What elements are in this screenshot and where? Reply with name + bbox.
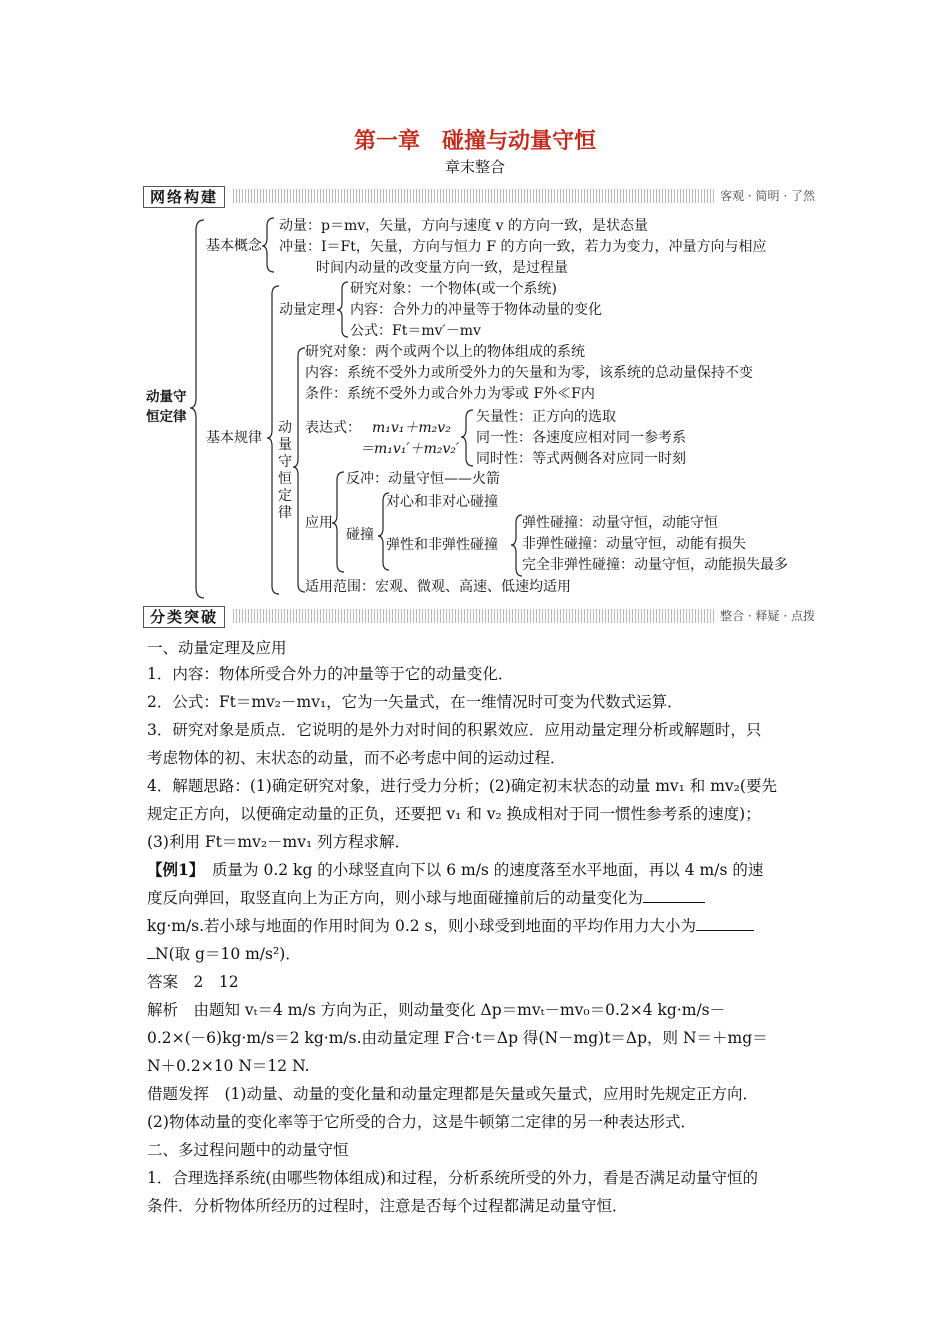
para-system-1: 1．合理选择系统(由哪些物体组成)和过程，分析系统所受的外力，看是否满足动量守恒的 [147, 1169, 758, 1187]
elastic-label: 弹性和非弹性碰撞 [386, 537, 498, 553]
scope-line: 适用范围：宏观、微观、高速、低速均适用 [305, 579, 571, 595]
example-tag: 【例1】 [147, 860, 197, 879]
para-steps-3: (3)利用 Ft＝mv₂－mv₁ 列方程求解． [147, 833, 411, 851]
collision-label: 碰撞 [346, 527, 374, 543]
expression-lhs: m₁v₁＋m₂v₂ [372, 420, 451, 436]
section-bar-breakthrough [143, 606, 815, 628]
concept-line-1: 动量：p＝mv，矢量，方向与速度 v 的方向一致，是状态量 [279, 218, 648, 234]
section-tagline: 整合 · 释疑 · 点拨 [714, 607, 815, 624]
concept-line-3: 时间内动量的改变量方向一致，是过程量 [316, 260, 568, 276]
para-steps-2: 规定正方向，以便确定动量的正负，还要把 v₁ 和 v₂ 换成相对于同一惯性参考系的速度)； [147, 805, 761, 823]
example-line-1 [147, 860, 763, 880]
example-line-4 [147, 944, 301, 964]
law-label: 基本规律 [206, 430, 262, 446]
brace-expression [461, 410, 473, 466]
root-label: 动量守恒定律 [146, 389, 187, 425]
heading-momentum-theorem: 一、动量定理及应用 [147, 639, 287, 657]
solution-line-3: N＋0.2×10 N＝12 N. [147, 1057, 310, 1075]
concept-label: 基本概念 [206, 238, 262, 254]
property-vector: 矢量性：正方向的选取 [476, 409, 616, 425]
theorem-label: 动量定理 [279, 302, 335, 318]
expression-rhs: ＝m₁v₁′＋m₂v₂′ [360, 441, 460, 457]
section-tagline: 客观 · 简明 · 了然 [714, 187, 815, 204]
theorem-line-2: 内容：合外力的冲量等于物体动量的变化 [350, 302, 602, 318]
para-system-2: 条件．分析物体所经历的过程时，注意是否每个过程都满足动量守恒． [147, 1197, 628, 1215]
concept-line-2: 冲量：I＝Ft，矢量，方向与恒力 F 的方向一致，若力为变力，冲量方向与相应 [279, 239, 767, 255]
page-title: 第一章 碰撞与动量守恒 [353, 129, 596, 154]
expression-label: 表达式： [305, 420, 361, 436]
heading-multi-process: 二、多过程问题中的动量守恒 [147, 1141, 349, 1159]
conservation-line-3: 条件：系统不受外力或合外力为零或 F外≪F内 [305, 386, 595, 402]
solution-line-1: 解析 由题知 vₜ＝4 m/s 方向为正，则动量变化 Δp＝mvₜ－mv₀＝0.2×4 kg·m/s－ [147, 1001, 726, 1019]
conservation-line-2: 内容：系统不受外力或所受外力的矢量和为零，该系统的总动量保持不变 [305, 365, 753, 381]
para-content: 1．内容：物体所受合外力的冲量等于它的动量变化． [147, 665, 514, 683]
perfectly-inelastic-collision: 完全非弹性碰撞：动量守恒，动能损失最多 [522, 557, 788, 573]
solution-line-2: 0.2×(－6)kg·m/s＝2 kg·m/s.由动量定理 F合·t＝Δp 得(N－mg)t＝Δp，则 N＝＋mg＝ [147, 1029, 768, 1047]
brace-elastic [511, 515, 522, 576]
para-steps-1: 4．解题思路：(1)确定研究对象，进行受力分析；(2)确定初末状态的动量 mv₁ 和 mv₂(要先 [147, 777, 777, 795]
property-simultaneity: 同时性：等式两侧各对应同一时刻 [476, 451, 686, 467]
elastic-collision: 弹性碰撞：动量守恒，动能守恒 [522, 515, 718, 531]
inelastic-collision: 非弹性碰撞：动量守恒，动能有损失 [522, 536, 746, 552]
application-label: 应用 [305, 515, 333, 531]
example-line-3 [147, 916, 754, 936]
page-subtitle: 章末整合 [444, 158, 505, 176]
theorem-line-1: 研究对象：一个物体(或一个系统) [350, 281, 557, 297]
brace-application [332, 472, 344, 572]
example-text-4: N(取 g＝10 m/s²)． [155, 945, 301, 963]
example-text-3: kg·m/s.若小球与地面的作用时间为 0.2 s，则小球受到地面的平均作用力大小为 [147, 917, 697, 935]
example-line-2 [147, 888, 705, 908]
tip-line-1: 借题发挥 (1)动量、动量的变化量和动量定理都是矢量或矢量式，应用时先规定正方向． [147, 1085, 758, 1103]
conservation-line-1: 研究对象：两个或两个以上的物体组成的系统 [305, 344, 585, 360]
brace-theorem [337, 282, 348, 337]
brace-concept [262, 218, 274, 272]
para-object-2: 考虑物体的初、末状态的动量，而不必考虑中间的运动过程． [147, 749, 566, 767]
section-label: 网络构建 [143, 186, 225, 208]
example-text-2: 度反向弹回，取竖直向上为正方向，则小球与地面碰撞前后的动量变化为 [147, 889, 644, 907]
central-collision: 对心和非对心碰撞 [386, 494, 498, 510]
answer-line: 答案 2 12 [147, 973, 239, 991]
example-text-1: 质量为 0.2 kg 的小球竖直向下以 6 m/s 的速度落至水平地面，再以 4 m/s 的速 [196, 861, 764, 879]
recoil-line: 反冲：动量守恒——火箭 [346, 471, 500, 487]
theorem-line-3: 公式：Ft＝mv′－mv [350, 323, 481, 339]
tip-line-2: (2)物体动量的变化率等于它所受的合力，这是牛顿第二定律的另一种表达形式． [147, 1113, 696, 1131]
answer-blank-2-cont [147, 958, 155, 959]
section-label: 分类突破 [143, 606, 225, 628]
brace-conservation [293, 348, 305, 592]
property-reference: 同一性：各速度应相对同一参考系 [476, 430, 686, 446]
conservation-label: 动量守恒定律 [278, 420, 292, 521]
para-formula: 2．公式：Ft＝mv₂－mv₁，它为一矢量式，在一维情况时可变为代数式运算． [147, 693, 683, 711]
answer-blank-1 [643, 902, 705, 903]
para-object-1: 3．研究对象是质点．它说明的是外力对时间的积累效应．应用动量定理分析或解题时，只 [147, 721, 762, 739]
answer-blank-2 [696, 930, 754, 931]
